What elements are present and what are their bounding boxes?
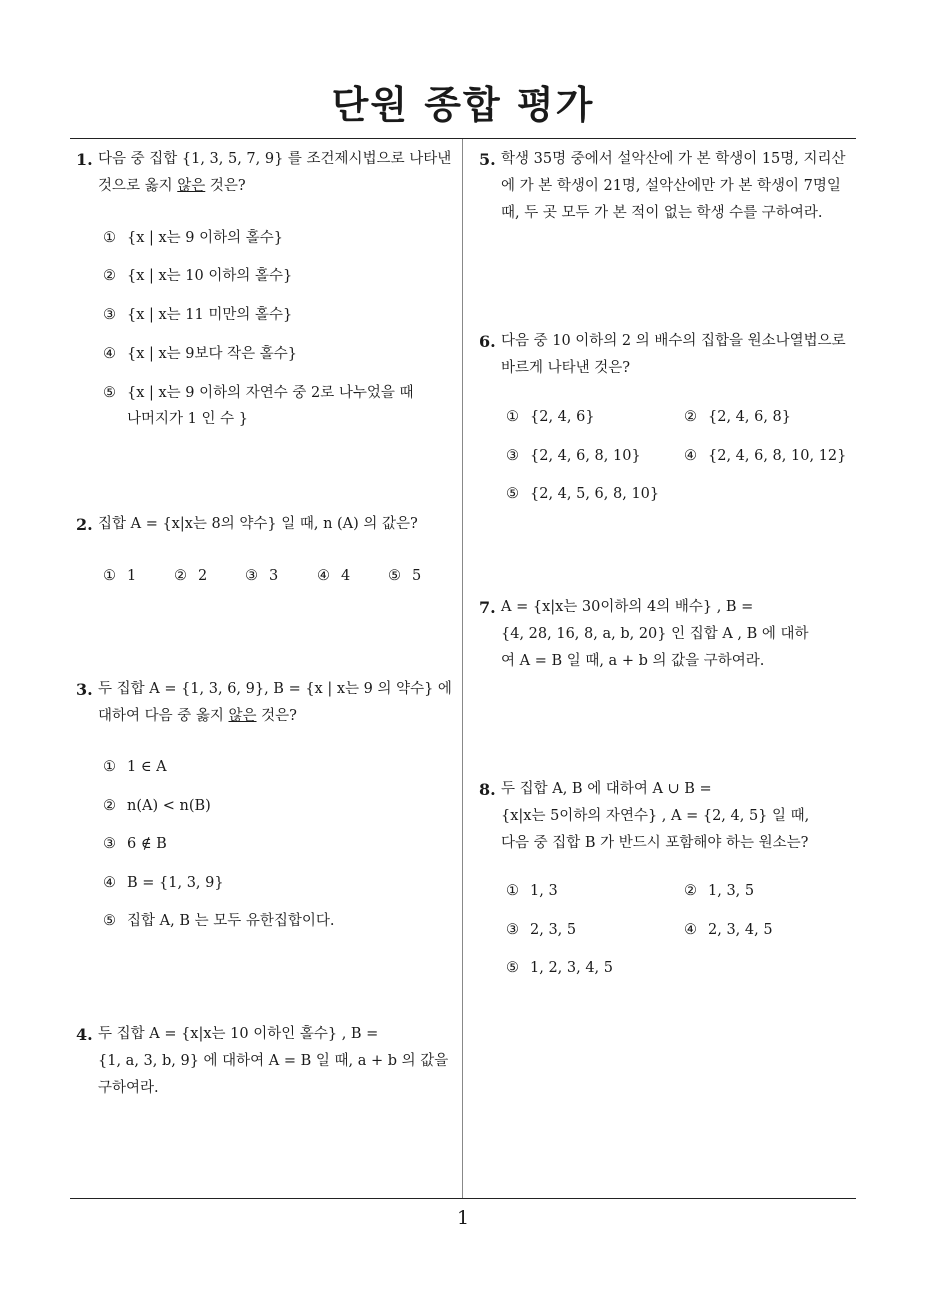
answer-option-1[interactable]: ① 1 ∈ A [103,759,167,775]
question-text: 구하여라. [98,1080,159,1096]
question-number: 6. [479,332,496,351]
answer-option-4[interactable]: ④ {2, 4, 6, 8, 10, 12} [684,448,847,464]
question-number: 8. [479,780,496,799]
question-number: 4. [76,1025,93,1044]
question-text: {x|x는 5이하의 자연수} , A = {2, 4, 5} 일 때, [501,808,810,824]
question-text: 다음 중 10 이하의 2 의 배수의 집합을 원소나열법으로 [501,333,846,349]
answer-option-5[interactable]: ⑤ 집합 A, B 는 모두 유한집합이다. [103,913,335,929]
question-text: 학생 35명 중에서 설악산에 가 본 학생이 15명, 지리산 [501,151,846,167]
answer-option-1[interactable]: ① 1, 3 [506,883,558,899]
answer-option-2[interactable]: ② 2 [174,568,208,584]
answer-option-4[interactable]: ④ 4 [317,568,351,584]
answer-option-2[interactable]: ② {x | x는 10 이하의 홀수} [103,268,293,284]
bottom-rule [70,1198,856,1199]
answer-option-3[interactable]: ③ 2, 3, 5 [506,922,577,938]
question-text: 때, 두 곳 모두 가 본 적이 없는 학생 수를 구하여라. [501,205,823,221]
top-rule [70,138,856,139]
question-2 [76,511,456,538]
page-title: 단원 종합 평가 [331,83,595,127]
question-text: 두 집합 A = {1, 3, 6, 9}, B = {x | x는 9 의 약수} 에 [98,681,452,697]
question-7 [479,594,861,675]
question-number: 5. [479,150,496,169]
question-8 [479,776,861,857]
question-5 [479,146,861,227]
question-text: 대하여 다음 중 옳지 않은 것은? [98,708,297,724]
answer-option-4[interactable]: ④ B = {1, 3, 9} [103,875,224,891]
answer-option-3[interactable]: ③ {x | x는 11 미만의 홀수} [103,307,293,323]
question-3 [76,676,456,730]
column-divider [462,139,463,1199]
question-number: 3. [76,680,93,699]
answer-option-5[interactable]: ⑤ 5 [388,568,422,584]
question-text: 다음 중 집합 B 가 반드시 포함해야 하는 원소는? [501,835,809,851]
answer-option-1[interactable]: ① 1 [103,568,137,584]
answer-option-5[interactable]: ⑤ {2, 4, 5, 6, 8, 10} [506,486,660,502]
question-text: 여 A = B 일 때, a + b 의 값을 구하여라. [501,653,765,669]
answer-option-4[interactable]: ④ {x | x는 9보다 작은 홀수} [103,346,298,362]
question-number: 1. [76,150,93,169]
question-text: 바르게 나타낸 것은? [501,360,631,376]
page-number: 1 [456,1207,470,1229]
question-text: 다음 중 집합 {1, 3, 5, 7, 9} 를 조건제시법으로 나타낸 [98,151,452,167]
question-text: 것으로 옳지 않은 것은? [98,178,246,194]
question-text: {1, a, 3, b, 9} 에 대하여 A = B 일 때, a + b 의 값을 [98,1053,449,1069]
answer-option-3[interactable]: ③ {2, 4, 6, 8, 10} [506,448,641,464]
question-text: A = {x|x는 30이하의 4의 배수} , B = [501,599,754,615]
question-number: 7. [479,598,496,617]
question-6 [479,328,861,382]
question-number: 2. [76,515,93,534]
answer-option-4[interactable]: ④ 2, 3, 4, 5 [684,922,773,938]
question-text: 두 집합 A = {x|x는 10 이하인 홀수} , B = [98,1026,379,1042]
question-text: {4, 28, 16, 8, a, b, 20} 인 집합 A , B 에 대하 [501,626,809,642]
answer-option-3[interactable]: ③ 3 [245,568,279,584]
question-4 [76,1021,456,1102]
answer-option-2[interactable]: ② {2, 4, 6, 8} [684,409,792,425]
question-text: 두 집합 A, B 에 대하여 A ∪ B = [501,781,712,797]
answer-option-5[interactable]: ⑤ 1, 2, 3, 4, 5 [506,960,613,976]
question-text: 에 가 본 학생이 21명, 설악산에만 가 본 학생이 7명일 [501,178,841,194]
answer-option-3[interactable]: ③ 6 ∉ B [103,836,167,852]
answer-option-2[interactable]: ② 1, 3, 5 [684,883,755,899]
question-1 [76,146,456,200]
answer-option-2[interactable]: ② n(A) < n(B) [103,798,211,814]
question-text: 집합 A = {x|x는 8의 약수} 일 때, n (A) 의 값은? [98,516,418,532]
answer-option-1[interactable]: ① {2, 4, 6} [506,409,595,425]
answer-option-5[interactable]: ⑤ {x | x는 9 이하의 자연수 중 2로 나누었을 때 나머지가 1 인 수 } [103,385,414,427]
answer-option-1[interactable]: ① {x | x는 9 이하의 홀수} [103,230,284,246]
